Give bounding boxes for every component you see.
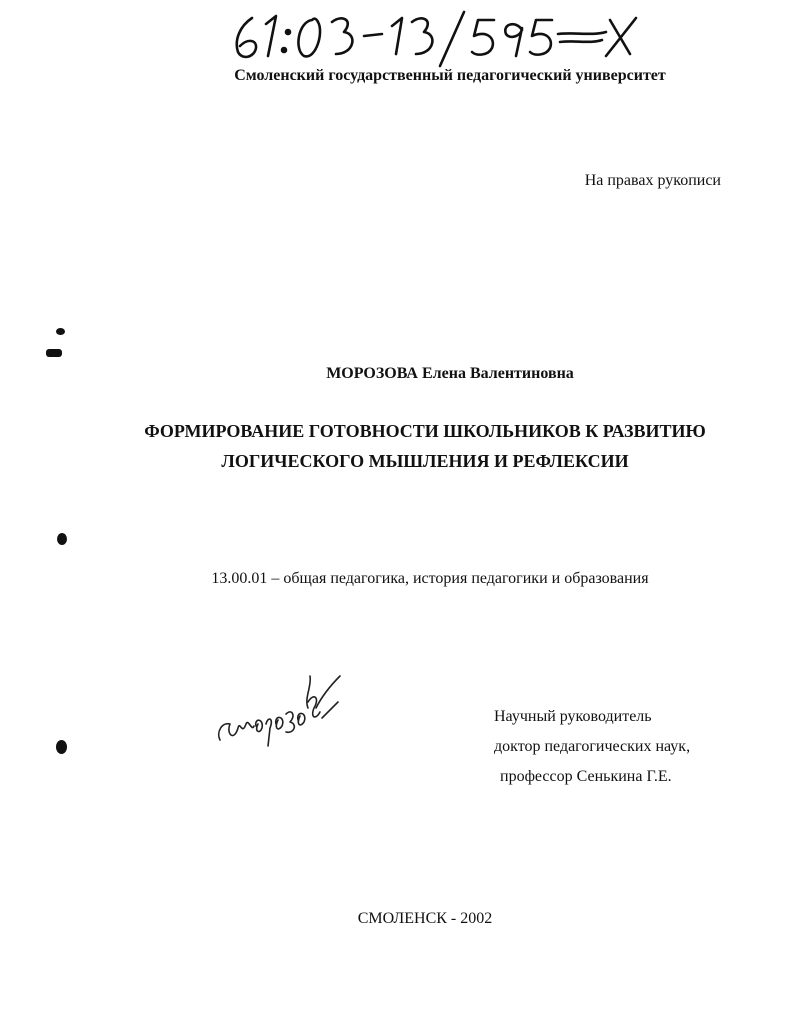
manuscript-rights-note: На правах рукописи (584, 172, 721, 189)
scientific-advisor-block (494, 702, 690, 792)
scan-speck (56, 328, 65, 335)
scan-speck (56, 740, 67, 754)
advisor-label: Научный руководитель (494, 708, 652, 725)
scan-speck (46, 349, 62, 357)
title-line-1: ФОРМИРОВАНИЕ ГОТОВНОСТИ ШКОЛЬНИКОВ К РАЗВИТИЮ (144, 421, 706, 441)
university-name: Смоленский государственный педагогический университет (234, 67, 666, 84)
advisor-degree: доктор педагогических наук, (494, 738, 691, 755)
dissertation-title (0, 416, 794, 476)
author-signature (212, 662, 347, 752)
title-line-2: ЛОГИЧЕСКОГО МЫШЛЕНИЯ И РЕФЛЕКСИИ (221, 451, 629, 471)
advisor-name: профессор Сенькина Г.Е. (500, 768, 672, 785)
scan-speck (57, 533, 67, 545)
specialty-code: 13.00.01 – общая педагогика, история педагогики и образования (211, 570, 649, 587)
author-name: МОРОЗОВА Елена Валентиновна (326, 365, 574, 382)
city-year: СМОЛЕНСК - 2002 (357, 910, 493, 927)
archive-code-handwritten (226, 6, 646, 68)
